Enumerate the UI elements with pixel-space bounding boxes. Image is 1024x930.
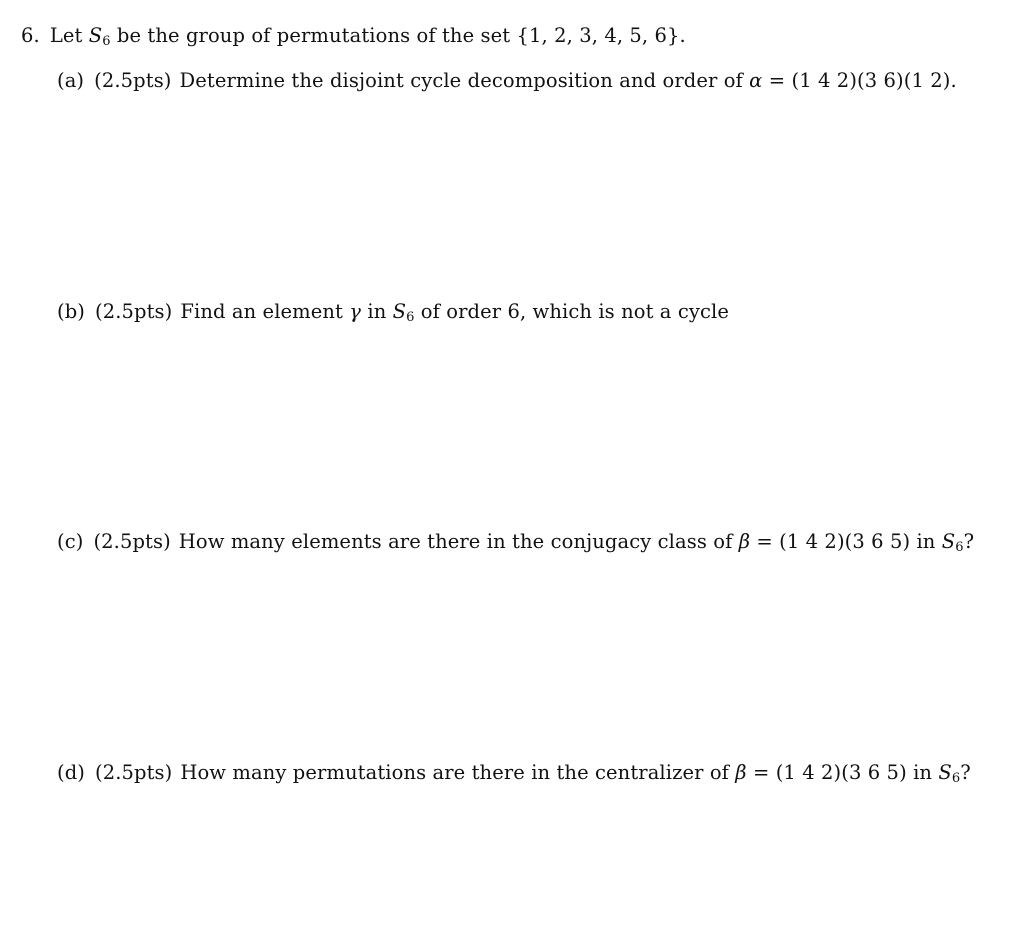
group-symbol: $S_6$ xyxy=(941,530,964,555)
alpha-symbol: α xyxy=(749,69,763,92)
question-text-before: Let xyxy=(49,24,89,47)
part-c-label: (c) xyxy=(57,530,84,553)
part-d-expression: = (1 4 2)(3 6 5) in xyxy=(746,761,939,784)
part-a xyxy=(57,69,957,93)
part-b-text-mid: in xyxy=(361,300,393,323)
part-b-label: (b) xyxy=(57,300,85,323)
part-d-label: (d) xyxy=(57,761,85,784)
beta-symbol: β xyxy=(738,530,751,553)
part-c-points: (2.5pts) xyxy=(93,530,171,553)
question-set: {1, 2, 3, 4, 5, 6}. xyxy=(516,24,686,47)
question-number: 6. xyxy=(21,24,40,47)
part-b-text-before: Find an element xyxy=(180,300,350,323)
part-d-points: (2.5pts) xyxy=(95,761,173,784)
group-symbol: $S_6$ xyxy=(938,761,961,786)
question-text-after: be the group of permutations of the set xyxy=(110,24,517,47)
part-c-expression: = (1 4 2)(3 6 5) in xyxy=(750,530,942,553)
part-a-text: Determine the disjoint cycle decomposition and order of xyxy=(179,69,750,92)
part-a-label: (a) xyxy=(57,69,85,92)
beta-symbol: β xyxy=(735,761,747,784)
question-6-statement xyxy=(21,24,686,48)
part-a-points: (2.5pts) xyxy=(94,69,172,92)
part-b-points: (2.5pts) xyxy=(95,300,173,323)
part-a-expression: = (1 4 2)(3 6)(1 2). xyxy=(762,69,957,92)
part-d-text: How many permutations are there in the centralizer of xyxy=(180,761,736,784)
part-c-text: How many elements are there in the conjugacy class of xyxy=(178,530,739,553)
part-c-ending: ? xyxy=(963,530,975,553)
group-symbol: $S_6$ xyxy=(392,300,415,325)
part-b-text-after: of order 6, which is not a cycle xyxy=(414,300,729,323)
part-c xyxy=(57,530,974,554)
part-d xyxy=(57,761,971,785)
part-d-ending: ? xyxy=(960,761,971,784)
part-b xyxy=(57,300,729,324)
group-symbol: $S_6$ xyxy=(88,24,111,49)
gamma-symbol: γ xyxy=(349,300,362,323)
